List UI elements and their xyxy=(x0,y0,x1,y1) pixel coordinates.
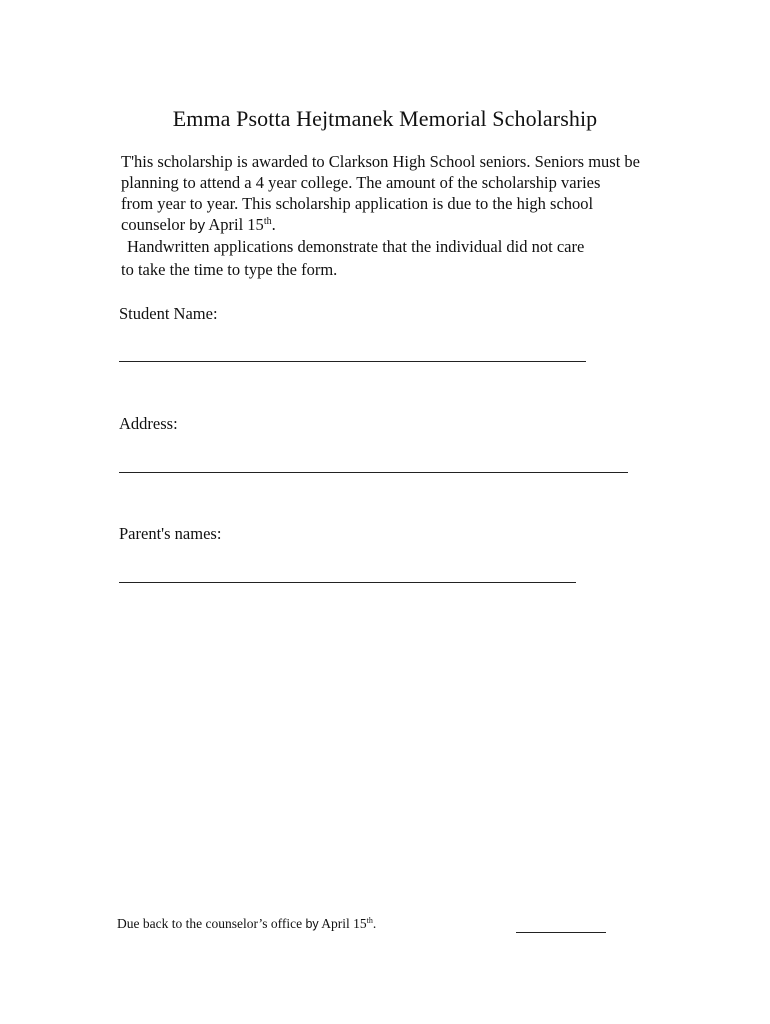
address-line[interactable] xyxy=(119,472,628,473)
document-title: Emma Psotta Hejtmanek Memorial Scholarship xyxy=(172,106,598,131)
footer-signature-line[interactable] xyxy=(516,932,606,933)
footer-by: by xyxy=(305,917,319,931)
intro-paragraph xyxy=(121,151,661,236)
student-name-line[interactable] xyxy=(119,361,586,362)
intro-line-4 xyxy=(121,214,661,236)
handwritten-note-line-1: Handwritten applications demonstrate that the individual did not care xyxy=(127,237,585,256)
footer-date: April 15 xyxy=(318,916,367,931)
intro-line-1: T'his scholarship is awarded to Clarkson High School seniors. Seniors must be xyxy=(121,152,641,171)
intro-line-4-end: . xyxy=(271,215,276,234)
footer-note xyxy=(117,916,376,932)
parents-names-label: Parent's names: xyxy=(119,524,222,543)
footer-end: . xyxy=(372,916,377,931)
intro-line-3: from year to year. This scholarship application is due to the high school xyxy=(121,194,594,213)
intro-line-2: planning to attend a 4 year college. The amount of the scholarship varies xyxy=(121,173,601,192)
footer-prefix: Due back to the counselor’s office xyxy=(117,916,306,931)
handwritten-note xyxy=(121,235,584,281)
intro-line-4-prefix: counselor xyxy=(121,215,190,234)
handwritten-note-line-2: to take the time to type the form. xyxy=(121,260,338,279)
parents-names-line[interactable] xyxy=(119,582,576,583)
intro-line-4-date: April 15 xyxy=(208,215,264,234)
footer-sup: th xyxy=(366,916,373,925)
address-label: Address: xyxy=(119,414,178,433)
intro-line-4-by: by xyxy=(189,217,206,234)
intro-line-4-sup: th xyxy=(263,216,272,227)
student-name-label: Student Name: xyxy=(119,304,218,323)
